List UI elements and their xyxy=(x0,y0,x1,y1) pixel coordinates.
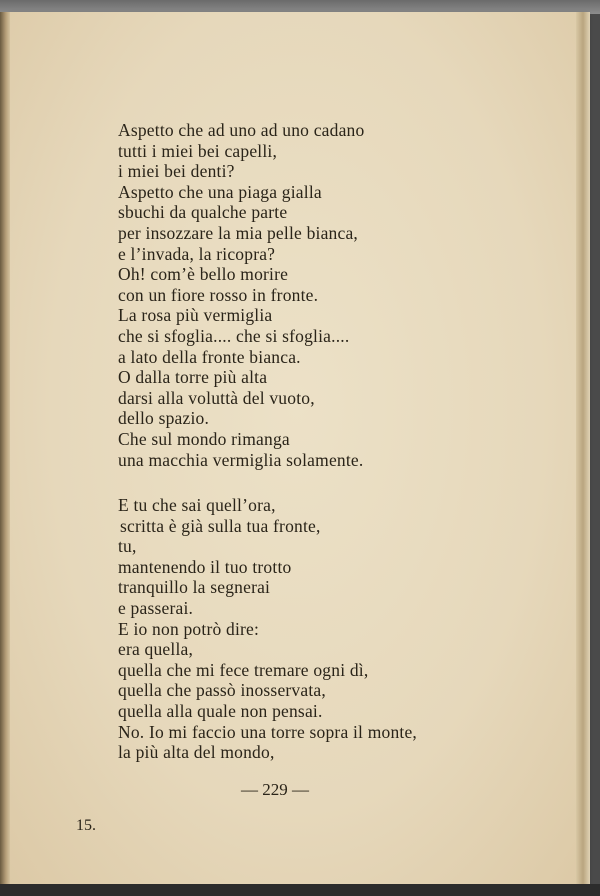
poem-line: quella alla quale non pensai. xyxy=(118,701,323,721)
poem-line: tu, xyxy=(118,536,137,557)
poem-line: scritta è già sulla tua fronte, xyxy=(120,515,321,536)
poem-line: Aspetto che ad uno ad uno cadano xyxy=(118,120,365,140)
poem-line: E io non potrò dire: xyxy=(118,618,260,639)
signature-mark: 15. xyxy=(76,817,96,834)
book-page xyxy=(8,12,586,884)
poem-line: darsi alla voluttà del vuoto, xyxy=(118,387,315,408)
poem-line: quella che passò inosservata, xyxy=(118,680,326,701)
poem-line: tutti i miei bei capelli, xyxy=(118,140,278,161)
poem-line: E tu che sai quell’ora, xyxy=(118,495,276,515)
poem-line: per insozzare la mia pelle bianca, xyxy=(118,223,359,243)
poem-line: una macchia vermiglia solamente. xyxy=(118,449,364,470)
poem-line: e l’invada, la ricopra? xyxy=(118,243,276,264)
poem-line: sbuchi da qualche parte xyxy=(118,202,288,223)
book-spine xyxy=(0,12,10,884)
poem-line: era quella, xyxy=(118,639,194,660)
poem-line: Aspetto che una piaga gialla xyxy=(118,181,322,202)
poem-line: Che sul mondo rimanga xyxy=(118,429,290,449)
background-bottom xyxy=(0,884,600,896)
poem-line: con un fiore rosso in fronte. xyxy=(118,284,319,305)
page-edge xyxy=(576,12,590,884)
poem-line: che si sfoglia.... che si sfoglia.... xyxy=(118,326,350,346)
poem-line: la più alta del mondo, xyxy=(118,742,275,763)
poem-line: quella che mi fece tremare ogni dì, xyxy=(118,659,369,680)
page-number: — 229 — xyxy=(241,780,309,799)
poem-line: Oh! com’è bello morire xyxy=(118,264,289,285)
poem-line: a lato della fronte bianca. xyxy=(118,346,301,367)
poem-line: e passerai. xyxy=(118,598,194,618)
poem-line: La rosa più vermiglia xyxy=(118,305,273,326)
poem-line: tranquillo la segnerai xyxy=(118,577,271,598)
poem-line: O dalla torre più alta xyxy=(118,367,268,388)
poem-line: mantenendo il tuo trotto xyxy=(118,556,292,577)
poem-line: dello spazio. xyxy=(118,408,210,429)
poem-line: i miei bei denti? xyxy=(118,161,235,182)
poem-line: No. Io mi faccio una torre sopra il monte, xyxy=(118,721,418,742)
